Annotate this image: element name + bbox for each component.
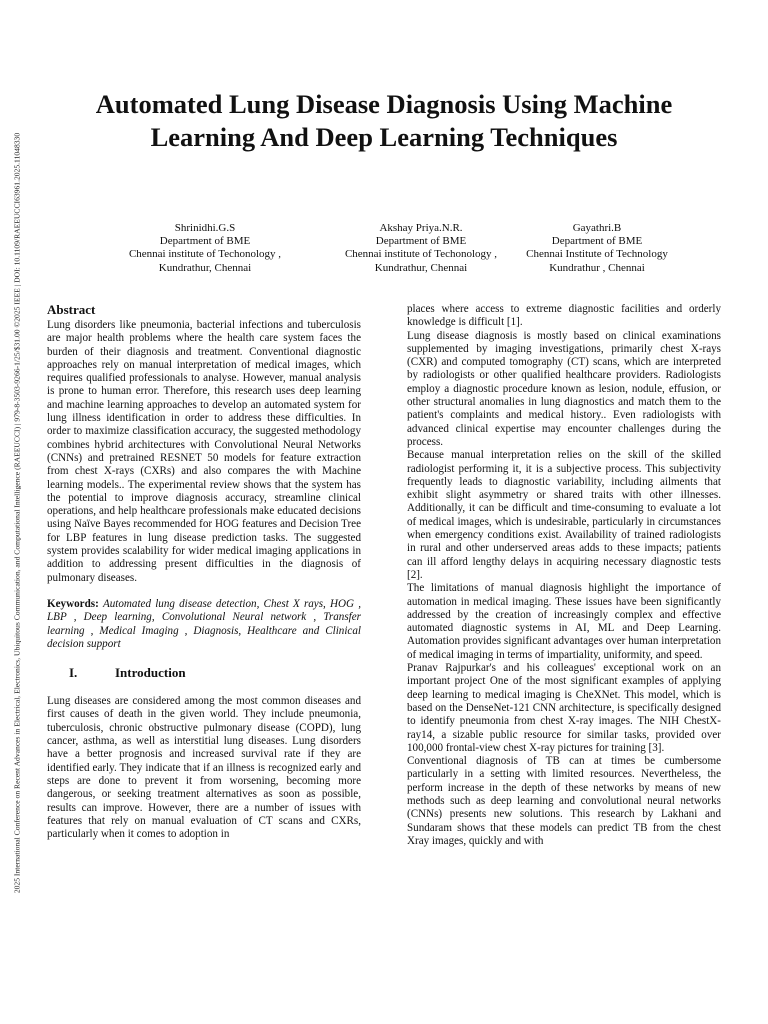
abstract-heading: Abstract	[47, 302, 96, 317]
section-number: I.	[69, 665, 78, 681]
paragraph: places where access to extreme diagnostic facilities and orderly knowledge is difficult [1].	[407, 303, 721, 329]
section-title: Introduction	[115, 665, 186, 681]
author-city: Kundrathur , Chennai	[549, 261, 645, 274]
author-city: Kundrathur, Chennai	[158, 261, 252, 274]
paper-title: Automated Lung Disease Diagnosis Using Machine Learning And Deep Learning Techniques	[95, 89, 673, 152]
author-name: Shrinidhi.G.S	[174, 222, 236, 234]
paragraph: Lung disease diagnosis is mostly based on clinical examinations supplemented by imaging investigations, primarily chest X-rays (CXR) and computed tomography (CT) scans, which are interpreted by radiologists or other qualified healthcare providers. Radiologists employ a diagnostic procedure known as lesion, nodule, effusion, or other structural anomalies in lung diagnostics and match them to the patient's complaints and medical history.. Even radiologists with advanced clinical expertise may encounter challenges during the process.	[407, 329, 721, 448]
doi-sidebar-text: 2025 International Conference on Recent Advances in Electrical, Electronics, Ubiquitous Communication, and Computational Intelligence (RAEEUCCI) | 979-8-3503-9266-1/25/$31.00 ©2025 IEEE | DOI: 10.1109/RAEEUCCI63961.2025.11048330	[12, 132, 22, 893]
author-institute: Chennai institute of Techonology ,	[344, 248, 498, 261]
author-institute: Chennai Institute of Technology	[526, 248, 668, 261]
author-department: Department of BME	[551, 235, 643, 248]
author-department: Department of BME	[159, 235, 251, 248]
author-1	[95, 222, 315, 275]
paragraph: The limitations of manual diagnosis highlight the importance of automation in medical imaging. These issues have been significantly addressed by the creation of increasingly complex and effective automated diagnostic systems in AI, ML and Deep Learning. Automation provides significant advantages over human interpretation of medical imaging in terms of impartiality, uniformity, and speed.	[407, 582, 721, 661]
keywords-label: Keywords:	[47, 597, 99, 610]
author-institute: Chennai institute of Techonology ,	[128, 248, 282, 261]
author-department: Department of BME	[375, 235, 467, 248]
left-column	[47, 302, 361, 841]
paragraph: Pranav Rajpurkar's and his colleagues' exceptional work on an important project One of the most significant examples of applying deep learning to medical imaging is CheXNet. This model, which is based on the DenseNet-121 CNN architecture, is specifically designed to identify pneumonia from chest X-ray images. The NIH ChestX-ray14, a sizable public resource for similar tasks, provided over 100,000 frontal-view chest X-ray pictures for training [3].	[407, 662, 721, 754]
paragraph: Because manual interpretation relies on the skill of the skilled radiologist performing it, it is a subjective process. This subjectivity frequently leads to diagnostic variability, including ailments that exhibit slight asymmetry or shared traits with other illnesses. Additionally, it can be difficult and time-consuming to evaluate a lot of medical images, which is undesirable, particularly in circumstances when emergency conditions exist. Availability of trained radiologists in rural and other underserved areas adds to these impacts; patients can ill afford lengthy delays in acquiring necessary diagnostic tests [2].	[407, 449, 721, 581]
paragraph: Conventional diagnosis of TB can at times be cumbersome particularly in a setting with limited resources. Nevertheless, the perform increase in the depth of these networks by means of new methods such as deep learning and convolutional neural networks (CNNs) presents new solutions. This research by Lakhani and Sundaram shows that these models can predict TB from the chest Xray images, quickly and with	[407, 755, 721, 847]
author-city: Kundrathur, Chennai	[374, 261, 468, 274]
keywords	[47, 598, 361, 651]
keywords-text: Automated lung disease detection, Chest X rays, HOG , LBP , Deep learning, Convolutional Neural network , Transfer learning , Medical Imaging , Diagnosis, Healthcare and Clinical decision support	[47, 597, 361, 650]
right-column	[407, 303, 721, 848]
abstract-text: Lung disorders like pneumonia, bacterial infections and tuberculosis are major health problems where the health care system faces the burden of their diagnosis and treatment. Conventional diagnostic approaches rely on manual interpretation of medical images, which requires qualified professionals to analyse. However, manual analysis is prone to human error. Therefore, this research uses deep learning and machine learning approaches to develop an automated system for lung illness identification in order to address these difficulties. In order to maximize classification accuracy, the suggested methodology combines hybrid architectures with Convolutional Neural Networks (CNNs) and pretrained RESNET 50 models for feature extraction from chest X-rays (CXRs) and also compares the with Machine learning models.. The experimental review shows that the system has the potential to improve diagnosis accuracy, streamline clinical operations, and help healthcare professionals make educated decisions using Naïve Bayes recommended for HOG features and Decision Tree for LBP features in lung disease prediction tasks. The suggested system provides scalability for wider medical imaging applications in addition to addressing present difficulties in the diagnosis of pulmonary diseases.	[47, 319, 361, 584]
author-block	[0, 222, 768, 276]
introduction-paragraph: Lung diseases are considered among the most common diseases and first causes of death in the given world. They include pneumonia, tuberculosis, chronic obstructive pulmonary disease (COPD), lung cancer, asthma, as well as interstitial lung diseases. Lung disorders have a better prognosis and increased survival rate if they are identified early. They indicate that if an illness is recognized early and steps are done to prevent it from worsening, becoming more dangerous, or seeking treatment alternatives as soon as possible, results can improve. However, there are a number of issues with features that rely on manual evaluation of CT scans and CXRs, particularly when it comes to adoption in	[47, 695, 361, 841]
doi-sidebar	[10, 20, 24, 1005]
author-3	[487, 222, 707, 275]
author-name: Akshay Priya.N.R.	[379, 222, 463, 234]
author-name: Gayathri.B	[572, 222, 622, 234]
section-heading-introduction	[47, 665, 361, 681]
